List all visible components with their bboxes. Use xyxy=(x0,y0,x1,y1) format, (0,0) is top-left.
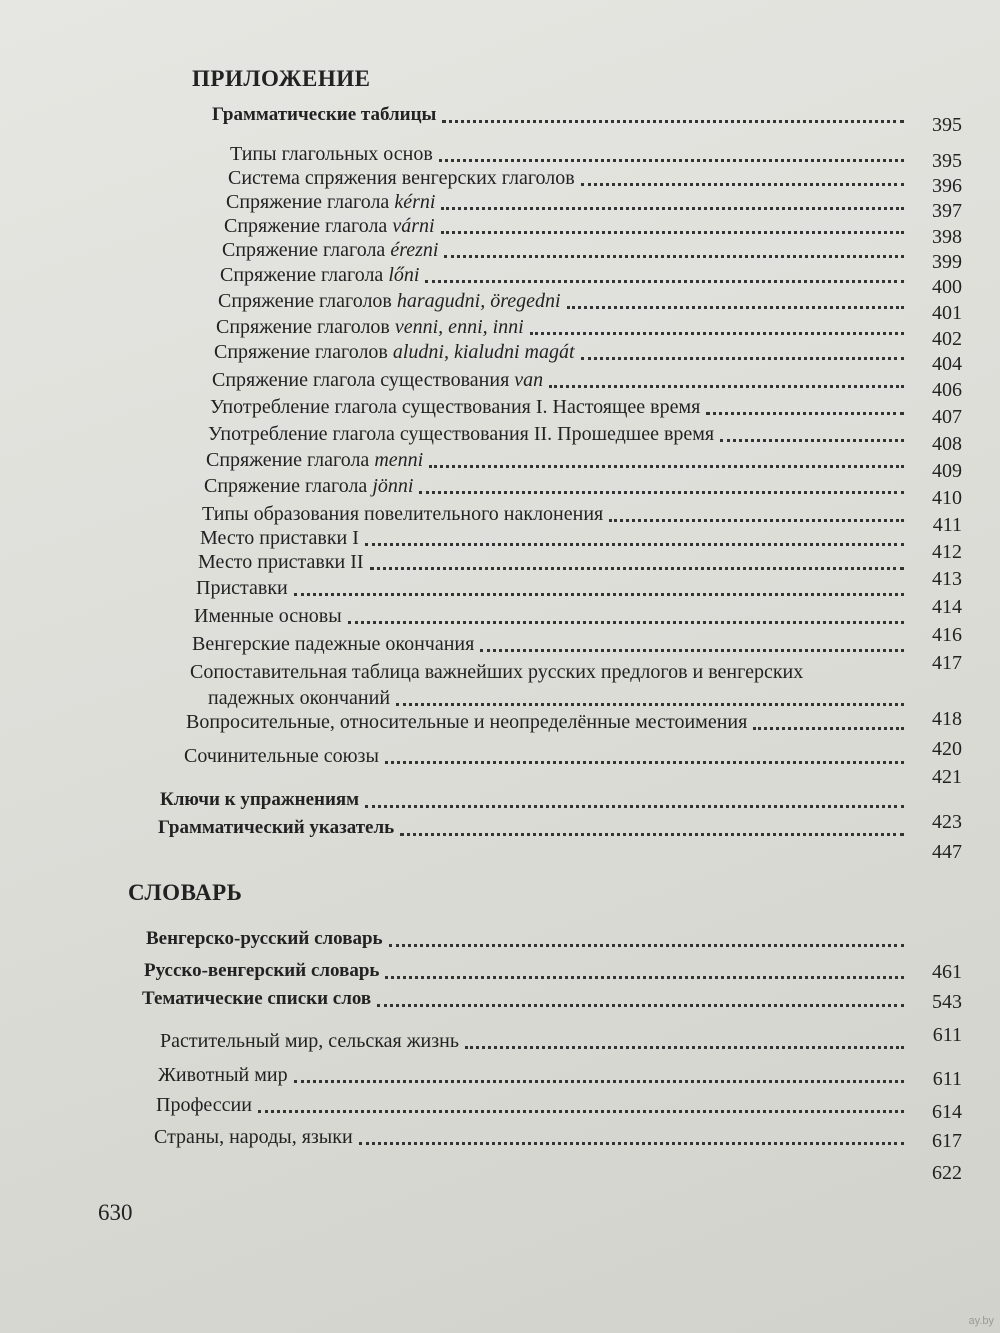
toc-entry-text: Именные основы xyxy=(194,605,342,627)
toc-entry xyxy=(220,264,912,287)
toc-entry xyxy=(212,369,912,392)
toc-page-number: 416 xyxy=(932,624,962,646)
toc-entry xyxy=(160,789,912,811)
toc-page-number: 404 xyxy=(932,353,962,375)
toc-entry-text: Спряжение глагола xyxy=(226,191,395,213)
toc-entry-text: Профессии xyxy=(156,1094,252,1116)
dot-leader xyxy=(530,320,904,335)
toc-entry-title xyxy=(218,290,561,313)
toc-page-number: 401 xyxy=(932,302,962,324)
toc-entry-text: Животный мир xyxy=(158,1064,288,1086)
dot-leader xyxy=(389,932,904,947)
page-number: 630 xyxy=(98,1200,133,1225)
toc-entry-title xyxy=(228,167,575,190)
toc-page-number: 398 xyxy=(932,226,962,248)
toc-entry-title xyxy=(144,960,379,982)
toc-page-number: 409 xyxy=(932,460,962,482)
toc-entry xyxy=(156,1094,912,1117)
toc-entry-text: Русско-венгерский словарь xyxy=(144,960,380,981)
toc-entry xyxy=(190,661,912,684)
toc-entry-text: Место приставки II xyxy=(198,551,364,573)
toc-entry-continuation xyxy=(208,687,912,710)
toc-entry-title xyxy=(204,475,413,498)
toc-entry-title xyxy=(142,988,371,1010)
toc-entry-title xyxy=(192,633,474,656)
toc-entry xyxy=(212,104,912,126)
toc-entry-title xyxy=(210,396,700,419)
toc-page-number: 423 xyxy=(932,811,962,833)
toc-entry-text: Спряжение глаголов xyxy=(216,316,395,338)
toc-entry xyxy=(230,143,912,166)
toc-entry-title xyxy=(214,341,575,364)
toc-entry-title xyxy=(200,527,359,550)
dot-leader xyxy=(444,243,904,258)
dot-leader xyxy=(442,108,904,123)
toc-entry-italic-text: lőni xyxy=(388,264,420,286)
dot-leader xyxy=(359,1130,904,1145)
watermark: ay.by xyxy=(968,1315,994,1327)
toc-page-number: 417 xyxy=(932,652,962,674)
toc-entry-title xyxy=(154,1126,353,1149)
toc-entry-title xyxy=(220,264,419,287)
dot-leader xyxy=(441,219,904,234)
toc-page-number: 617 xyxy=(932,1130,962,1152)
dot-leader xyxy=(348,609,904,624)
toc-entry xyxy=(144,960,912,982)
dot-leader xyxy=(706,400,904,415)
toc-page-number: 543 xyxy=(932,991,962,1013)
toc-entry xyxy=(186,711,912,734)
toc-page-number: 447 xyxy=(932,841,962,863)
toc-page-number: 399 xyxy=(932,251,962,273)
toc-entry-title xyxy=(146,928,383,950)
toc-entry-title xyxy=(190,661,803,684)
toc-entry-title xyxy=(196,577,288,600)
toc-entry-italic-text: menni xyxy=(374,449,424,471)
toc-entry xyxy=(192,633,912,656)
toc-entry-italic-text: várni xyxy=(392,215,435,237)
dot-leader xyxy=(429,453,904,468)
dot-leader xyxy=(370,555,904,570)
toc-entry xyxy=(204,475,912,498)
toc-entry-title xyxy=(194,605,342,628)
toc-entry-title xyxy=(222,239,438,262)
dot-leader xyxy=(753,715,904,730)
dot-leader xyxy=(365,793,904,808)
dot-leader xyxy=(425,268,904,283)
toc-page-number: 410 xyxy=(932,487,962,509)
toc-entry-text: Типы образования повелительного наклонения xyxy=(202,503,604,525)
dot-leader xyxy=(480,637,904,652)
toc-entry-text: Типы глагольных основ xyxy=(230,143,433,165)
toc-page-number: 400 xyxy=(932,276,962,298)
toc-entry xyxy=(154,1126,912,1149)
toc-entry xyxy=(210,396,912,419)
toc-entry-title xyxy=(160,789,359,811)
toc-entry-title xyxy=(156,1094,252,1117)
toc-entry-text: Грамматические таблицы xyxy=(212,104,437,125)
toc-page-number: 395 xyxy=(932,150,962,172)
toc-entry-title xyxy=(160,1030,459,1053)
dot-leader xyxy=(419,479,904,494)
dot-leader xyxy=(377,992,904,1007)
toc-entry-italic-text: érezni xyxy=(390,239,439,261)
toc-entry-italic-text: aludni, kialudni magát xyxy=(392,341,575,363)
toc-entry xyxy=(206,449,912,472)
toc-entry xyxy=(218,290,912,313)
toc-page-number: 418 xyxy=(932,708,962,730)
toc-entry xyxy=(216,316,912,339)
toc-entry-text: Употребление глагола существования I. Настоящее время xyxy=(210,396,701,418)
dot-leader xyxy=(441,195,904,210)
toc-entry xyxy=(196,577,912,600)
toc-entry xyxy=(222,239,912,262)
dot-leader xyxy=(439,147,904,162)
toc-entry-italic-text: venni, enni, inni xyxy=(394,316,524,338)
toc-entry-text: Спряжение глагола xyxy=(206,449,375,471)
toc-entry-text: Спряжение глагола xyxy=(224,215,393,237)
dot-leader xyxy=(294,581,904,596)
appendix-heading: ПРИЛОЖЕНИЕ xyxy=(192,66,371,91)
toc-entry-text: Грамматический указатель xyxy=(158,817,395,838)
toc-entry-text: Ключи к упражнениям xyxy=(160,789,360,810)
toc-page-number: 611 xyxy=(932,1068,962,1090)
toc-entry-text: Приставки xyxy=(196,577,288,599)
toc-entry-text: Система спряжения венгерских глаголов xyxy=(228,167,575,189)
dot-leader xyxy=(258,1098,904,1113)
toc-entry-text: Спряжение глагола xyxy=(222,239,391,261)
toc-entry-title xyxy=(230,143,433,166)
toc-page-number: 411 xyxy=(932,514,962,536)
toc-entry xyxy=(198,551,912,574)
toc-entry xyxy=(194,605,912,628)
toc-entry xyxy=(158,1064,912,1087)
toc-entry xyxy=(208,423,912,446)
dot-leader xyxy=(365,531,904,546)
dot-leader xyxy=(385,749,904,764)
toc-entry-text: Венгерско-русский словарь xyxy=(146,928,383,949)
toc-page-number: 408 xyxy=(932,433,962,455)
toc-entry-title xyxy=(216,316,524,339)
toc-entry-text: Место приставки I xyxy=(200,527,359,549)
toc-entry-title xyxy=(206,449,423,472)
toc-entry xyxy=(200,527,912,550)
toc-page-number: 614 xyxy=(932,1101,962,1123)
dot-leader xyxy=(581,171,904,186)
toc-page-number: 396 xyxy=(932,175,962,197)
toc-entry-title xyxy=(208,423,714,446)
toc-page-number: 461 xyxy=(932,961,962,983)
dot-leader xyxy=(400,821,904,836)
dot-leader xyxy=(567,294,904,309)
toc-entry-italic-text: haragudni, öregedni xyxy=(396,290,561,312)
toc-entry-text: Употребление глагола существования II. Прошедшее время xyxy=(208,423,715,445)
toc-page-number: 407 xyxy=(932,406,962,428)
toc-entry-text: Сопоставительная таблица важнейших русских предлогов и венгерских xyxy=(190,661,804,683)
dot-leader xyxy=(385,964,904,979)
toc-entry-italic-text: van xyxy=(514,369,544,391)
toc-entry-title xyxy=(226,191,435,214)
toc-entry-text: Спряжение глагола xyxy=(204,475,373,497)
toc-page-number: 611 xyxy=(932,1024,962,1046)
toc-entry-continuation-text: падежных окончаний xyxy=(208,687,391,709)
toc-entry xyxy=(228,167,912,190)
toc-entry-title xyxy=(212,369,543,392)
toc-entry-title xyxy=(186,711,747,734)
toc-page-number: 412 xyxy=(932,541,962,563)
toc-page-number: 622 xyxy=(932,1162,962,1184)
toc-entry-text: Спряжение глагола существования xyxy=(212,369,515,391)
toc-entry xyxy=(184,745,912,768)
toc-entry-text: Тематические списки слов xyxy=(142,988,372,1009)
toc-entry-text: Вопросительные, относительные и неопределённые местоимения xyxy=(186,711,748,733)
toc-page-number: 420 xyxy=(932,738,962,760)
toc-entry xyxy=(142,988,912,1010)
dot-leader xyxy=(720,427,904,442)
toc-page-number: 395 xyxy=(932,114,962,136)
toc-entry-title xyxy=(212,104,436,126)
toc-page-number: 402 xyxy=(932,328,962,350)
toc-page-number: 413 xyxy=(932,568,962,590)
toc-entry-title xyxy=(198,551,364,574)
toc-entry-text: Сочинительные союзы xyxy=(184,745,379,767)
toc-entry-text: Спряжение глаголов xyxy=(214,341,393,363)
dot-leader xyxy=(294,1068,904,1083)
toc-page-number: 397 xyxy=(932,200,962,222)
toc-entry xyxy=(160,1030,912,1053)
toc-entry-title xyxy=(184,745,379,768)
toc-entry xyxy=(214,341,912,364)
toc-entry-text: Растительный мир, сельская жизнь xyxy=(160,1030,459,1052)
toc-entry-text: Страны, народы, языки xyxy=(154,1126,353,1148)
toc-entry xyxy=(202,503,912,526)
toc-entry-title xyxy=(158,817,394,839)
dot-leader xyxy=(609,507,904,522)
dot-leader xyxy=(581,345,904,360)
toc-entry-italic-text: kérni xyxy=(394,191,436,213)
toc-page-number: 414 xyxy=(932,596,962,618)
toc-entry-title xyxy=(224,215,435,238)
toc-entry xyxy=(158,817,912,839)
toc-entry-text: Спряжение глагола xyxy=(220,264,389,286)
toc-entry-text: Спряжение глаголов xyxy=(218,290,397,312)
dot-leader xyxy=(465,1034,904,1049)
toc-entry xyxy=(224,215,912,238)
toc-entry-title xyxy=(202,503,603,526)
toc-entry-italic-text: jönni xyxy=(372,475,414,497)
toc-page-number: 406 xyxy=(932,379,962,401)
toc-entry xyxy=(226,191,912,214)
dictionary-heading: СЛОВАРЬ xyxy=(128,880,243,905)
toc-entry-text: Венгерские падежные окончания xyxy=(192,633,475,655)
dot-leader xyxy=(549,373,904,388)
dot-leader xyxy=(396,691,904,706)
toc-page-number: 421 xyxy=(932,766,962,788)
toc-entry-title xyxy=(158,1064,288,1087)
toc-entry xyxy=(146,928,912,950)
